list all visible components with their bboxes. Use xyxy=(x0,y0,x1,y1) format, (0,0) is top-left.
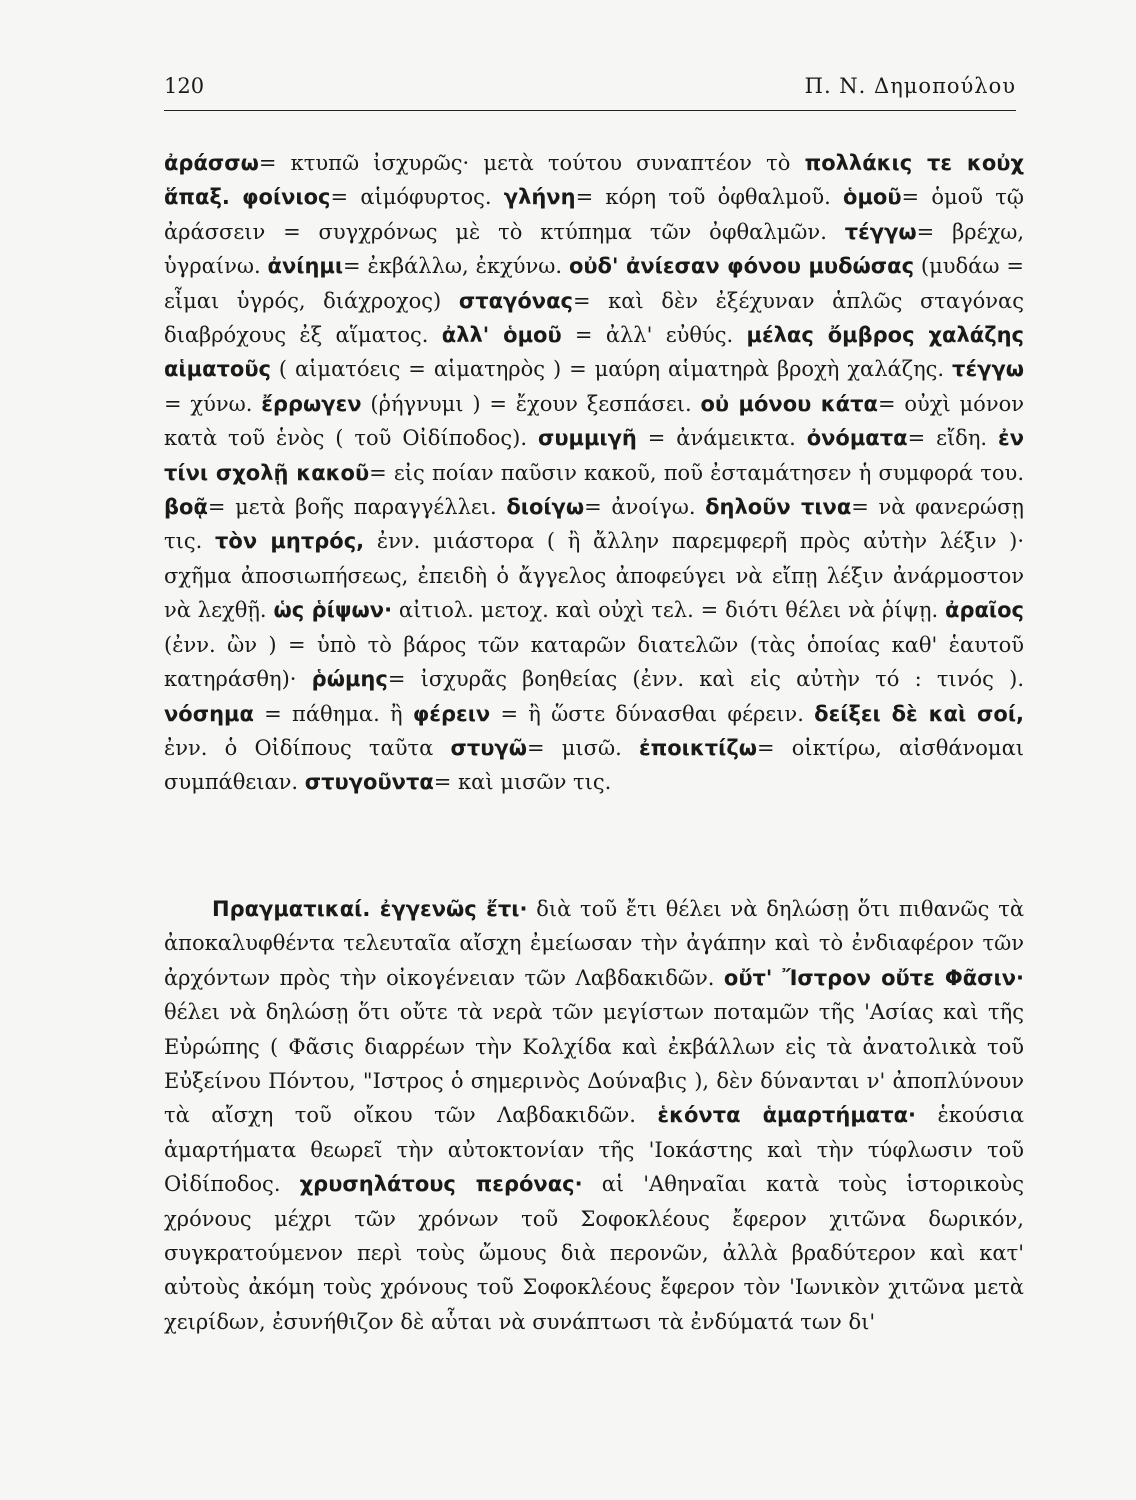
gloss: = εἰς ποίαν παῦσιν κακοῦ, ποῦ ἐσταμάτησεν ἡ συμφορά του. xyxy=(369,460,1024,485)
gloss: = βρέχω, ὑγραίνω. xyxy=(164,219,1024,279)
gloss: = καὶ μισῶν τις. xyxy=(433,770,612,795)
gloss: αἱ 'Αθηναῖαι κατὰ τοὺς ἱστορικοὺς χρόνους μέχρι τῶν χρόνων τοῦ Σοφοκλέους ἔφερον χιτῶνα δωρικόν, συγκρατούμενον περὶ τοὺς ὤμους διὰ περονῶν, ἀλλὰ βραδύτερον καὶ κατ' αὐτοὺς ἀκόμη τοὺς χρόνους τοῦ Σοφοκλέους ἔφερον τὸν 'Ιωνικὸν χιτῶνα μετὰ χειρίδων, ἐσυνήθιζον δὲ αὗται νὰ συνάπτωσι τὰ ἐνδύματά των δι' xyxy=(164,1172,1025,1334)
term: ῥώμης xyxy=(311,667,388,692)
term: στυγῶ xyxy=(450,735,527,760)
term: ἀλλ' ὁμοῦ xyxy=(441,323,562,348)
gloss xyxy=(230,185,242,209)
term: ὁμοῦ xyxy=(843,185,902,210)
term: ἐν τίνι σχολῇ κακοῦ xyxy=(164,426,1024,485)
term: ὡς ῥίψων· xyxy=(273,598,393,623)
gloss: ἐνν. ὁ Οἰδίπους ταῦτα xyxy=(164,735,451,760)
gloss: (μυδάω = εἶμαι ὑγρός, διάχροχος) xyxy=(164,254,1024,313)
gloss: (ἐνν. ὢν ) = ὑπὸ τὸ βάρος τῶν καταρῶν διατελῶν (τὰς ὁποίας καθ' ἑαυτοῦ κατηράσθη)· xyxy=(164,632,1024,692)
term: νόσημα xyxy=(164,701,254,726)
term: ὀνόματα xyxy=(806,426,908,451)
term: δηλοῦν τινα xyxy=(705,495,852,520)
section-heading: Πραγματικαί. xyxy=(212,897,380,921)
gloss: = ἀνοίγω. xyxy=(584,495,706,520)
header-rule xyxy=(164,110,1016,111)
term: τέγγω xyxy=(952,357,1024,382)
term: δείξει δὲ καὶ σοί, xyxy=(814,701,1025,726)
running-head: Π. Ν. Δημοπούλου xyxy=(804,74,1016,98)
gloss: = ἐκβάλλω, ἐκχύνω. xyxy=(343,254,569,279)
term: οὔτ' Ἴστρον οὔτε Φᾶσιν· xyxy=(723,965,1024,990)
gloss: = κόρη τοῦ ὀφθαλμοῦ. xyxy=(575,185,844,210)
term: σταγόνας xyxy=(458,288,573,313)
term: οὐ μόνου κάτα xyxy=(700,391,878,416)
term: ἀραῖος xyxy=(945,598,1024,623)
gloss: θέλει νὰ δηλώσῃ ὅτι οὔτε τὰ νερὰ τῶν μεγίστων ποταμῶν τῆς 'Ασίας καὶ τῆς Εὐρώπης ( Φᾶσις διαρρέων τὴν Κολχίδα καὶ ἐκβάλλων εἰς τὰ ἀνατολικὰ τοῦ Εὐξείνου Πόντου, "Ιστρος ὁ σημερινὸς Δούναβις ), δὲν δύνανται ν' ἀποπλύνουν τὰ αἴσχη τοῦ οἴκου τῶν Λαβδακιδῶν. xyxy=(164,1000,1024,1128)
gloss: (ῥήγνυμι ) = ἔχουν ξεσπάσει. xyxy=(361,391,701,416)
term: πολλάκις τε κοὐχ ἅπαξ. xyxy=(164,151,1024,210)
page-number: 120 xyxy=(164,74,205,98)
term: ἔρρωγεν xyxy=(261,391,362,416)
gloss: = μισῶ. xyxy=(526,735,639,760)
term: ἀνίημι xyxy=(267,254,344,279)
gloss: αἰτιολ. μετοχ. καὶ οὐχὶ τελ. = διότι θέλει νὰ ῥίψῃ. xyxy=(392,598,946,623)
term: διοίγω xyxy=(506,495,585,520)
gloss: = ἰσχυρᾶς βοηθείας (ἐνν. καὶ εἰς αὐτὴν τό : τινός ). xyxy=(387,667,1025,692)
term: χρυσηλάτους περόνας· xyxy=(299,1172,583,1197)
gloss: = ἢ ὥστε δύνασθαι φέρειν. xyxy=(490,701,815,726)
page-header xyxy=(164,74,1016,110)
gloss: ( αἱματόεις = αἱματηρὸς ) = μαύρη αἱματηρὰ βροχὴ χαλάζης. xyxy=(270,357,953,382)
term: στυγοῦντα xyxy=(304,770,434,795)
term: τὸν μητρός, xyxy=(214,529,365,554)
term: ἐγγενῶς ἔτι· xyxy=(379,897,528,921)
term: γλήνη xyxy=(503,185,576,210)
gloss: διὰ τοῦ ἔτι θέλει νὰ δηλώσῃ ὅτι πιθανῶς τὰ ἀποκαλυφθέντα τελευταῖα αἴσχη ἐμείωσαν τὴν ἀγάπην καὶ τὸ ἐνδιαφέρον τῶν ἀρχόντων πρὸς τὴν οἰκογένειαν τῶν Λαβδακιδῶν. xyxy=(164,897,1024,990)
commentary-paragraph xyxy=(164,146,1024,800)
term: συμμιγῆ xyxy=(537,426,637,451)
term: φοίνιος xyxy=(242,185,331,210)
gloss: = ὁμοῦ τῷ ἀράσσειν = συγχρόνως μὲ τὸ κτύπημα τῶν ὀφθαλμῶν. xyxy=(164,185,1025,244)
gloss: = κτυπῶ ἰσχυρῶς· μετὰ τούτου συναπτέον τὸ xyxy=(258,151,805,175)
gloss: = ἀλλ' εὐθύς. xyxy=(561,323,747,348)
gloss: = αἱμόφυρτος. xyxy=(330,185,504,210)
gloss: = ἀνάμεικτα. xyxy=(636,426,807,451)
gloss: = πάθημα. ἢ xyxy=(253,701,413,726)
gloss: = οἰκτίρω, αἰσθάνομαι συμπάθειαν. xyxy=(164,735,1024,795)
term: τέγγω xyxy=(844,219,917,244)
historical-notes-paragraph xyxy=(164,892,1024,1339)
term: βοᾷ xyxy=(164,495,208,520)
gloss: ἐνν. μιάστορα ( ἢ ἄλλην παρεμφερῆ πρὸς αὐτὴν λέξιν )· σχῆμα ἀποσιωπήσεως, ἐπειδὴ ὁ ἄγγελος ἀποφεύγει νὰ εἴπῃ λέξιν ἀνάρμοστον νὰ λεχθῇ. xyxy=(164,529,1025,623)
gloss: ἑκούσια ἁμαρτήματα θεωρεῖ τὴν αὐτοκτονίαν τῆς 'Ιοκάστης καὶ τὴν τύφλωσιν τοῦ Οἰδίποδος. xyxy=(164,1103,1025,1197)
gloss: = καὶ δὲν ἐξέχυναν ἁπλῶς σταγόνας διαβρόχους ἐξ αἵματος. xyxy=(164,288,1024,348)
gloss: = νὰ φανερώσῃ τις. xyxy=(164,495,1024,554)
gloss: = χύνω. xyxy=(164,391,262,416)
gloss: = οὐχὶ μόνον κατὰ τοῦ ἑνὸς ( τοῦ Οἰδίποδος). xyxy=(164,391,1025,451)
term: μέλας ὄμβρος χαλάζης αἱματοῦς xyxy=(164,323,1024,382)
term: φέρειν xyxy=(412,701,491,726)
gloss: = εἴδη. xyxy=(907,426,998,451)
term: ἑκόντα ἁμαρτήματα· xyxy=(657,1103,917,1128)
term: οὐδ' ἀνίεσαν φόνου μυδώσας xyxy=(568,254,915,279)
term: ἐποικτίζω xyxy=(638,735,758,760)
gloss: = μετὰ βοῆς παραγγέλλει. xyxy=(207,495,507,520)
term: ἀράσσω xyxy=(164,151,259,175)
